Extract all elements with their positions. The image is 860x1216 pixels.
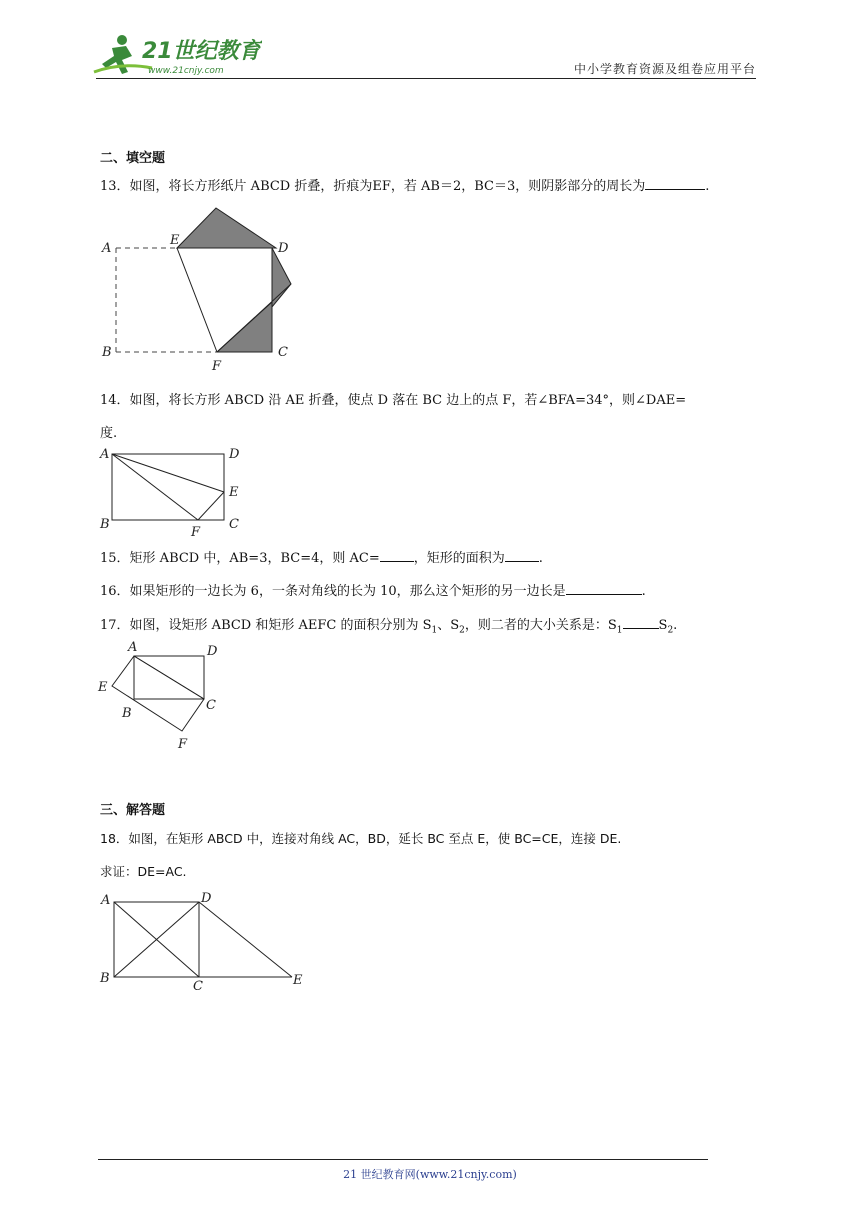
answer-blank-13[interactable]: [645, 177, 705, 190]
fig17-label-A: A: [128, 640, 138, 655]
fig18-label-D: D: [201, 891, 212, 906]
question-15-text-b: ，矩形的面积为: [413, 551, 505, 566]
question-13: [100, 175, 709, 194]
fig17-label-D: D: [207, 644, 218, 659]
fig13-label-C: C: [278, 345, 288, 360]
fig14-label-B: B: [100, 517, 110, 532]
section-title-fill: 二、填空题: [100, 151, 166, 166]
logo-url: www.21cnjy.com: [148, 66, 224, 76]
fig13-label-A: A: [102, 241, 112, 256]
fig17-label-E: E: [98, 680, 108, 695]
answer-blank-15-ac[interactable]: [380, 549, 414, 562]
fig14-label-A: A: [100, 447, 110, 462]
section-title-solve: 三、解答题: [100, 803, 166, 818]
fig13-label-D: D: [278, 241, 289, 256]
question-17-text-a: 17．如图，设矩形 ABCD 和矩形 AEFC 的面积分别为 S: [100, 618, 432, 633]
fig13-label-B: B: [102, 345, 112, 360]
header-platform-text: 中小学教育资源及组卷应用平台: [573, 62, 756, 76]
header-divider: [96, 78, 756, 79]
fig18-label-E: E: [293, 973, 303, 988]
fig17-diagonal-AC: [134, 656, 204, 699]
fig14-label-E: E: [229, 485, 239, 500]
logo-title: 21世纪教育: [142, 39, 261, 64]
fig13-label-E: E: [170, 233, 180, 248]
answer-blank-15-area[interactable]: [505, 549, 539, 562]
question-13-text: 13．如图，将长方形纸片 ABCD 折叠，折痕为EF，若 AB＝2，BC＝3，则阴影部分的周长为: [100, 179, 646, 194]
question-17-sub2: 2: [459, 625, 465, 636]
fig13-shade-right: [272, 248, 291, 307]
figure-13: [98, 204, 298, 376]
fig13-shade-top: [177, 208, 276, 248]
fig18-line-DE: [199, 902, 292, 977]
question-14-line2: 度.: [100, 426, 118, 441]
question-16: [100, 580, 646, 599]
fig17-label-B: B: [122, 706, 132, 721]
footer-divider: [98, 1159, 708, 1160]
question-17-sub1b: 1: [616, 625, 623, 636]
fig14-label-F: F: [191, 525, 201, 540]
question-17-sub1: 1: [431, 625, 438, 636]
fig18-label-A: A: [101, 893, 111, 908]
question-17-sub2b: 2: [667, 625, 674, 636]
question-13-end: .: [705, 179, 710, 194]
answer-blank-17[interactable]: [623, 616, 659, 629]
fig18-label-B: B: [100, 971, 110, 986]
fig14-label-C: C: [229, 517, 239, 532]
answer-blank-16[interactable]: [566, 582, 642, 595]
question-14-line1: 14．如图，将长方形 ABCD 沿 AE 折叠，使点 D 落在 BC 边上的点 F，若∠BFA=34°，则∠DAE=: [100, 393, 687, 408]
question-15-end: .: [538, 551, 543, 566]
question-15: [100, 547, 543, 566]
question-15-text-a: 15．矩形 ABCD 中，AB=3，BC=4，则 AC=: [100, 551, 380, 566]
fig14-line-FE: [198, 492, 224, 520]
question-17-text-d: S: [658, 618, 668, 633]
question-18-line2: 求证：DE=AC.: [100, 864, 187, 879]
footer-text[interactable]: 21 世纪教育网(www.21cnjy.com): [343, 1168, 517, 1181]
figure-17: [96, 638, 236, 754]
figure-14: [96, 444, 256, 540]
fig13-label-F: F: [212, 359, 222, 374]
site-logo: [92, 32, 262, 80]
question-16-end: .: [641, 584, 646, 599]
fig17-label-C: C: [206, 698, 216, 713]
fig14-label-D: D: [229, 447, 240, 462]
question-16-text: 16．如果矩形的一边长为 6，一条对角线的长为 10，那么这个矩形的另一边长是: [100, 584, 566, 599]
fig14-line-AE: [112, 454, 224, 492]
question-17-text-c: ，则二者的大小关系是：S: [464, 618, 617, 633]
question-18-line1: 18．如图，在矩形 ABCD 中，连接对角线 AC，BD，延长 BC 至点 E，使 BC=CE，连接 DE.: [100, 831, 622, 846]
fig14-line-AF: [112, 454, 198, 520]
question-17-text-b: 、S: [437, 618, 460, 633]
fig18-label-C: C: [193, 979, 203, 994]
question-17-end: .: [673, 618, 678, 633]
question-17: [100, 614, 677, 636]
fig17-label-F: F: [178, 737, 188, 752]
figure-18: [96, 888, 316, 994]
